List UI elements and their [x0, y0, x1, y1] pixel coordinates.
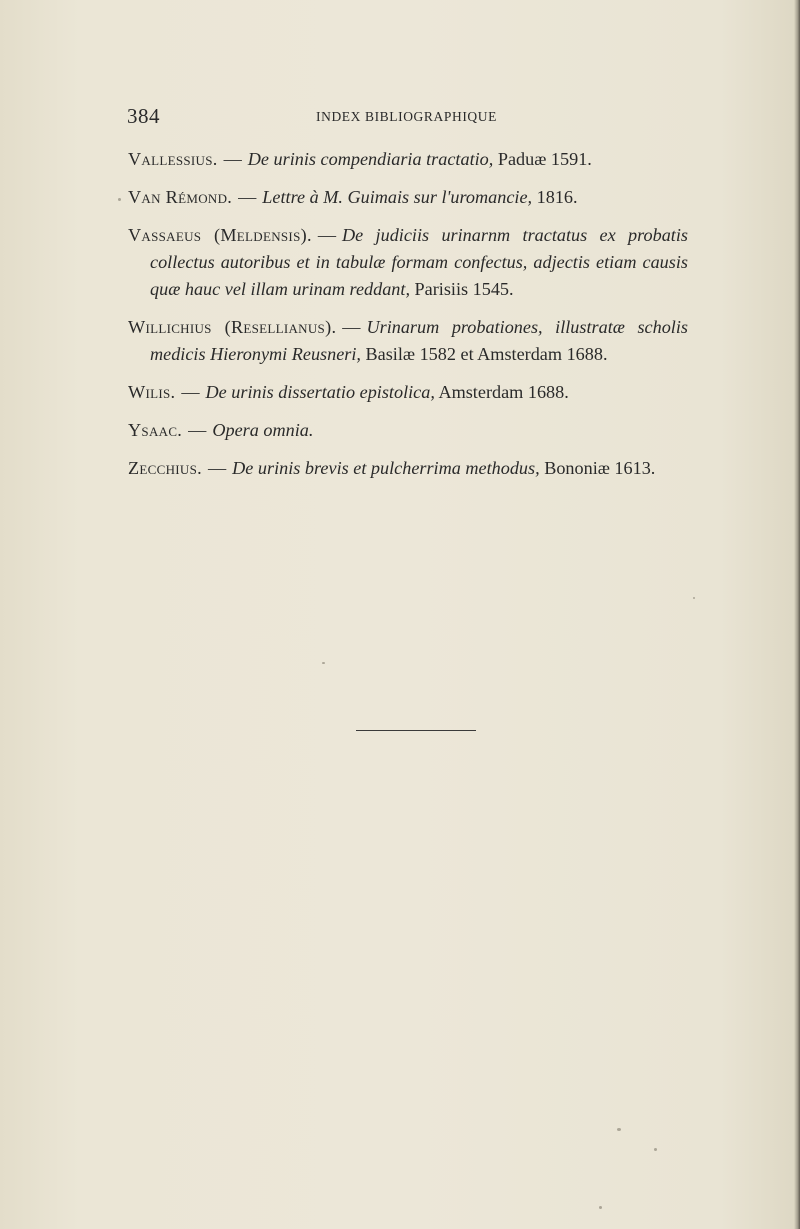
- entry-dash: —: [238, 187, 257, 207]
- paper-speck: [693, 597, 695, 599]
- bibliography-entry: [128, 184, 688, 211]
- bibliography-entry: [128, 222, 688, 303]
- entry-dash: —: [181, 382, 200, 402]
- entry-author: Vassaeus (Meldensis).: [128, 225, 312, 245]
- paper-speck: [654, 1148, 657, 1151]
- bibliography-entry: [128, 314, 688, 368]
- bibliography-entry: [128, 379, 688, 406]
- entry-publication: Paduæ 1591.: [497, 149, 592, 169]
- entry-author: Ysaac.: [128, 420, 183, 440]
- paper-speck: [599, 1206, 602, 1209]
- entry-author: Zecchius.: [128, 458, 202, 478]
- entry-author: Vallessius.: [128, 149, 218, 169]
- entry-publication: Parisiis 1545.: [414, 279, 514, 299]
- bibliography-list: [128, 146, 688, 493]
- entry-publication: 1816.: [536, 187, 578, 207]
- entry-dash: —: [317, 225, 336, 245]
- end-rule: [356, 730, 476, 731]
- page-edge-shadow: [794, 0, 800, 1229]
- paper-speck: [617, 1128, 621, 1131]
- entry-dash: —: [342, 317, 361, 337]
- entry-title: Lettre à M. Guimais sur l'uromancie,: [262, 187, 533, 207]
- entry-publication: Basilæ 1582 et Amsterdam 1688.: [365, 344, 608, 364]
- entry-title: De urinis brevis et pulcherrima methodus,: [232, 458, 540, 478]
- entry-publication: Bononiæ 1613.: [544, 458, 656, 478]
- entry-dash: —: [188, 420, 207, 440]
- bibliography-entry: [128, 146, 688, 173]
- entry-title: Urinarum probationes, illustratæ scholis medicis Hieronymi Reusneri,: [150, 317, 688, 364]
- entry-author: Wilis.: [128, 382, 176, 402]
- entry-author: Van Rémond.: [128, 187, 233, 207]
- running-title: INDEX BIBLIOGRAPHIQUE: [316, 109, 497, 124]
- paper-speck: [118, 198, 121, 201]
- bibliography-entry: [128, 455, 688, 482]
- entry-title: De urinis dissertatio epistolica,: [205, 382, 435, 402]
- entry-title: De urinis compendiaria tractatio,: [247, 149, 494, 169]
- entry-title: Opera omnia.: [212, 420, 314, 440]
- entry-title: De judiciis urinarnm tractatus ex probatis collectus autoribus et in tabulæ formam confectus, adjectis etiam causis quæ hauc vel illam urinam reddant,: [150, 225, 688, 299]
- page-header: [127, 104, 677, 132]
- bibliography-entry: [128, 417, 688, 444]
- entry-dash: —: [223, 149, 242, 169]
- entry-author: Willichius (Resellianus).: [128, 317, 337, 337]
- entry-publication: Amsterdam 1688.: [438, 382, 569, 402]
- page-number: 384: [127, 104, 160, 128]
- paper-speck: [322, 662, 325, 664]
- entry-dash: —: [207, 458, 227, 478]
